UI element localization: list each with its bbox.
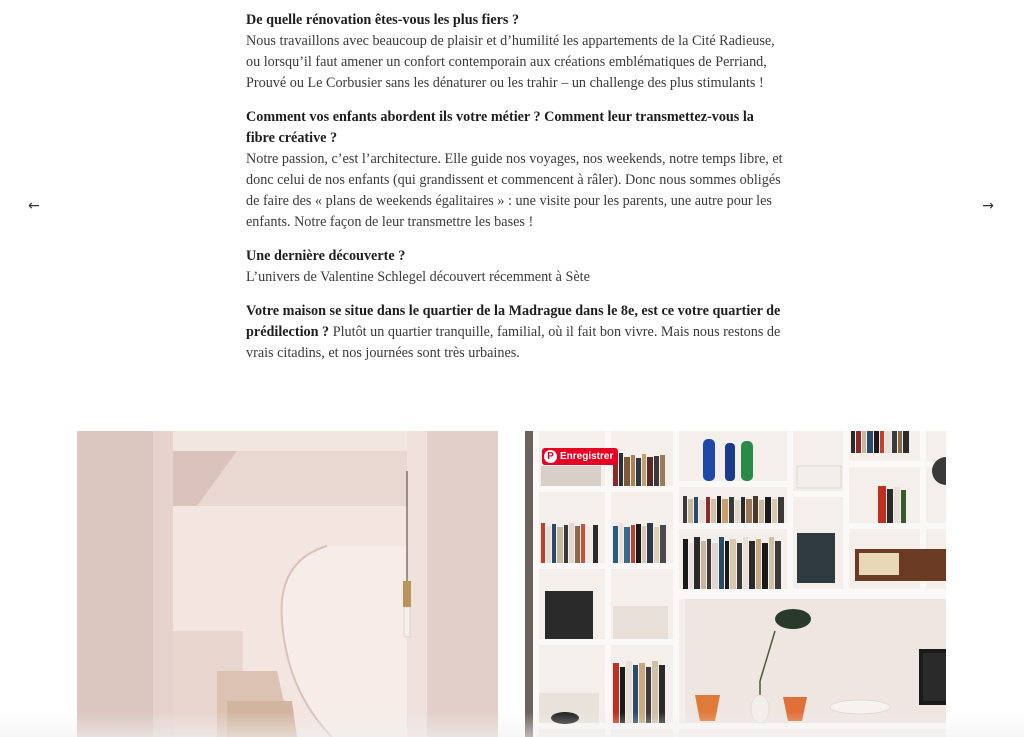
staircase-illustration [77, 431, 498, 737]
next-arrow-icon[interactable]: → [982, 198, 994, 214]
question: De quelle rénovation êtes-vous les plus fiers ? [246, 12, 520, 28]
qa-block [246, 246, 786, 288]
answer: L’univers de Valentine Schlegel découvert récemment à Sète [246, 269, 590, 285]
bookshelf-illustration [525, 431, 946, 737]
staircase-photo [77, 431, 498, 737]
pinterest-icon: P [544, 450, 557, 463]
question: Une dernière découverte ? [246, 248, 406, 264]
qa-block [246, 107, 786, 233]
qa-block [246, 10, 786, 94]
previous-arrow-icon[interactable]: ← [28, 198, 40, 214]
question: Comment vos enfants abordent ils votre métier ? Comment leur transmettez-vous la fibre créative ? [246, 109, 754, 146]
pinterest-save-button[interactable] [542, 448, 618, 465]
bottom-fade [0, 712, 1024, 737]
bookshelf-photo [525, 431, 946, 737]
interview-article [246, 10, 786, 377]
answer: Nous travaillons avec beaucoup de plaisir et d’humilité les appartements de la Cité Radieuse, ou lorsqu’il faut amener un confort contemporain aux créations emblématiques de Perriand, Prouvé ou Le Corbusier sans les dénaturer ou les trahir – un challenge des plus stimulants ! [246, 33, 775, 91]
pinterest-save-label: Enregistrer [560, 451, 614, 462]
answer: Plutôt un quartier tranquille, familial, où il fait bon vivre. Mais nous restons de vrais citadins, et nos journées sont très urbaines. [246, 324, 781, 361]
qa-block [246, 301, 786, 364]
answer: Notre passion, c’est l’architecture. Elle guide nos voyages, nos weekends, notre temps libre, et donc celui de nos enfants (qui grandissent et commencent à râler). Donc nous sommes obligés de faire des « plans de weekends égalitaires » : une visite pour les parents, une autre pour les enfants. Notre façon de leur transmettre les bases ! [246, 151, 783, 230]
question: Votre maison se situe dans le quartier de la Madrague dans le 8e, est ce votre quartier de prédilection ? [246, 303, 781, 340]
